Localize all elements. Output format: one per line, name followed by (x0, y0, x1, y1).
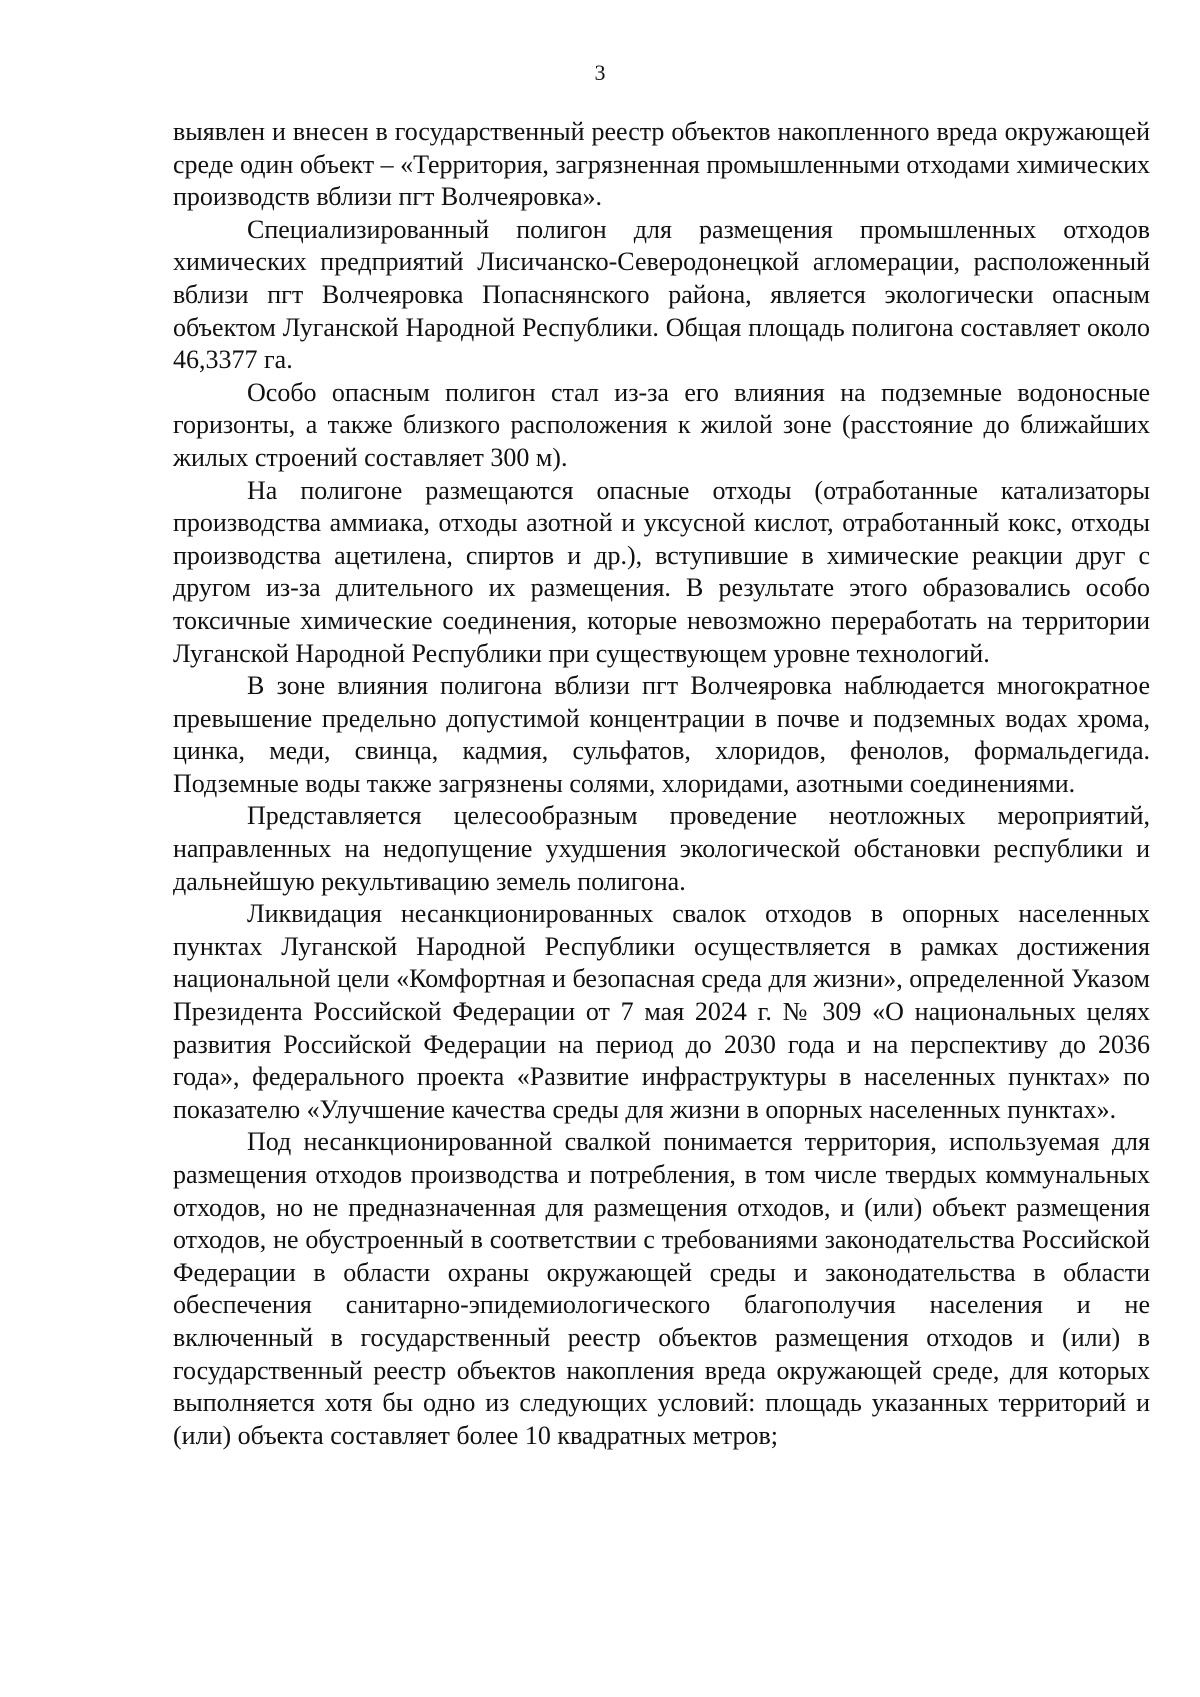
paragraph-landfill-description: Специализированный полигон для размещения промышленных отходов химических предприятий Лисичанско-Северодонецкой агломерации, расположенный вблизи пгт Волчеяровка Попаснянского района, является экологически опасным объектом Луганской Народной Республики. Общая площадь полигона составляет около 46,3377 га. (173, 214, 1150, 375)
document-body (173, 116, 1150, 1452)
paragraph-dump-liquidation: Ликвидация несанкционированных свалок отходов в опорных населенных пунктах Луганской Народной Республики осуществляется в рамках достижения национальной цели «Комфортная и безопасная среда для жизни», определенной Указом Президента Российской Федерации от 7 мая 2024 г. № 309 «О национальных целях развития Российской Федерации на период до 2030 года и на перспективу до 2036 года», федерального проекта «Развитие инфраструктуры в населенных пунктах» по показателю «Улучшение качества среды для жизни в опорных населенных пунктах». (173, 899, 1150, 1124)
paragraph-contamination: В зоне влияния полигона вблизи пгт Волчеяровка наблюдается многократное превышение предельно допустимой концентрации в почве и подземных водах хрома, цинка, меди, свинца, кадмия, сульфатов, хлоридов, фенолов, формальдегида. Подземные воды также загрязнены солями, хлоридами, азотными соединениями. (173, 671, 1150, 798)
paragraph-unauthorized-dump-definition: Под несанкционированной свалкой понимается территория, используемая для размещения отходов производства и потребления, в том числе твердых коммунальных отходов, но не предназначенная для размещения отходов, и (или) объект размещения отходов, не обустроенный в соответствии с требованиями законодательства Российской Федерации в области охраны окружающей среды и законодательства в области обеспечения санитарно-эпидемиологического благополучия населения и не включенный в государственный реестр объектов размещения отходов и (или) в государственный реестр объектов накопления вреда окружающей среде, для которых выполняется хотя бы одно из следующих условий: площадь указанных территорий и (или) объекта составляет более 10 квадратных метров; (173, 1127, 1150, 1450)
paragraph-hazardous-waste: На полигоне размещаются опасные отходы (отработанные катализаторы производства аммиака, отходы азотной и уксусной кислот, отработанный кокс, отходы производства ацетилена, спиртов и др.), вступившие в химические реакции друг с другом из-за длительного их размещения. В результате этого образовались особо токсичные химические соединения, которые невозможно переработать на территории Луганской Народной Республики при существующем уровне технологий. (173, 475, 1150, 668)
paragraph-continuation: выявлен и внесен в государственный реестр объектов накопленного вреда окружающей среде один объект – «Территория, загрязненная промышленными отходами химических производств вблизи пгт Волчеяровка». (173, 117, 1150, 212)
paragraph-landfill-danger: Особо опасным полигон стал из-за его влияния на подземные водоносные горизонты, а также близкого расположения к жилой зоне (расстояние до ближайших жилых строений составляет 300 м). (173, 377, 1150, 472)
page-number: 3 (594, 60, 606, 85)
paragraph-urgent-measures: Представляется целесообразным проведение неотложных мероприятий, направленных на недопущение ухудшения экологической обстановки республики и дальнейшую рекультивацию земель полигона. (173, 801, 1150, 896)
